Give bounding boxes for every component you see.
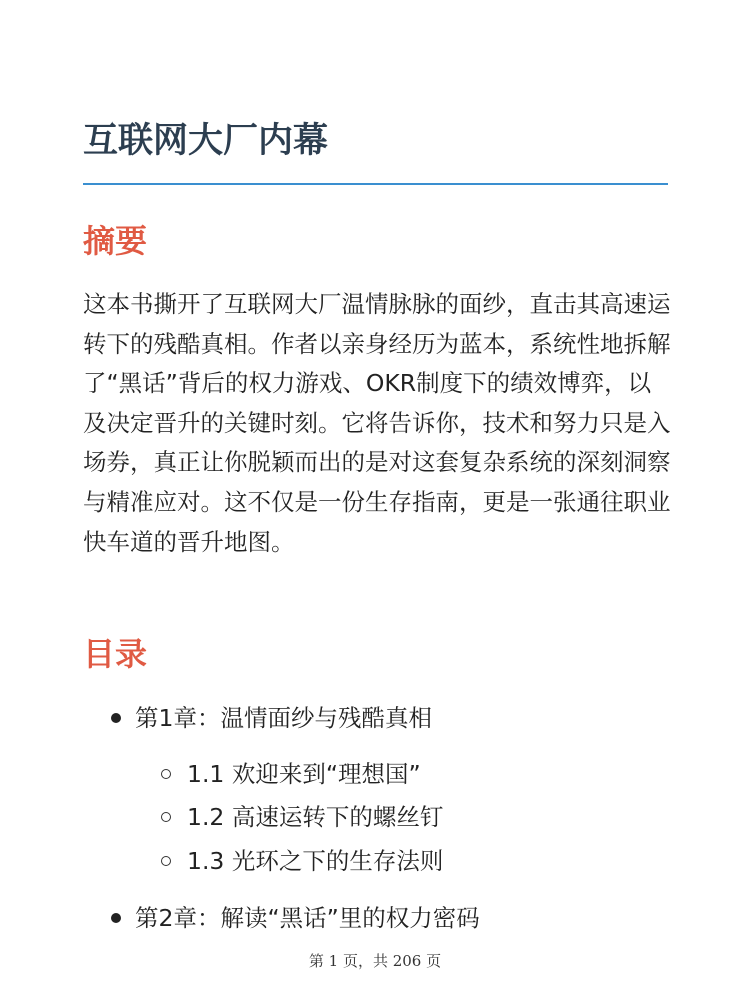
toc-chapter-1: [135, 702, 432, 734]
abstract-body: 这本书撕开了互联网大厂温情脉脉的面纱，直击其高速运转下的残酷真相。作者以亲身经历为蓝本，系统性地拆解了“黑话”背后的权力游戏、OKR制度下的绩效博弈，以及决定晋升的关键时刻。它将告诉你，技术和努力只是入场券，真正让你脱颖而出的是对这套复杂系统的深刻洞察与精准应对。这不仅是一份生存指南，更是一张通往职业快车道的晋升地图。: [83, 290, 671, 556]
toc-item-label: 第2章：解读“黑话”里的权力密码: [135, 904, 480, 932]
toc-section-1-2: [187, 801, 443, 833]
toc-chapter-2: [135, 902, 480, 934]
title-divider: [83, 183, 668, 185]
page-number-footer: 第 1 页，共 206 页: [308, 952, 442, 970]
hollow-bullet-icon: [161, 856, 171, 866]
toc-section-1-1: [187, 758, 421, 790]
document-title: 互联网大厂内幕: [83, 121, 329, 161]
toc-item-label: 1.1 欢迎来到“理想国”: [187, 760, 421, 788]
hollow-bullet-icon: [161, 769, 171, 779]
bullet-icon: [111, 713, 121, 723]
abstract-heading: 摘要: [83, 222, 148, 260]
toc-heading: 目录: [83, 635, 148, 673]
toc-item-label: 第1章：温情面纱与残酷真相: [135, 704, 432, 732]
hollow-bullet-icon: [161, 812, 171, 822]
toc-item-label: 1.3 光环之下的生存法则: [187, 847, 444, 875]
document-page: [83, 0, 671, 1000]
toc-section-1-3: [187, 845, 443, 877]
bullet-icon: [111, 913, 121, 923]
toc-item-label: 1.2 高速运转下的螺丝钉: [187, 803, 444, 831]
